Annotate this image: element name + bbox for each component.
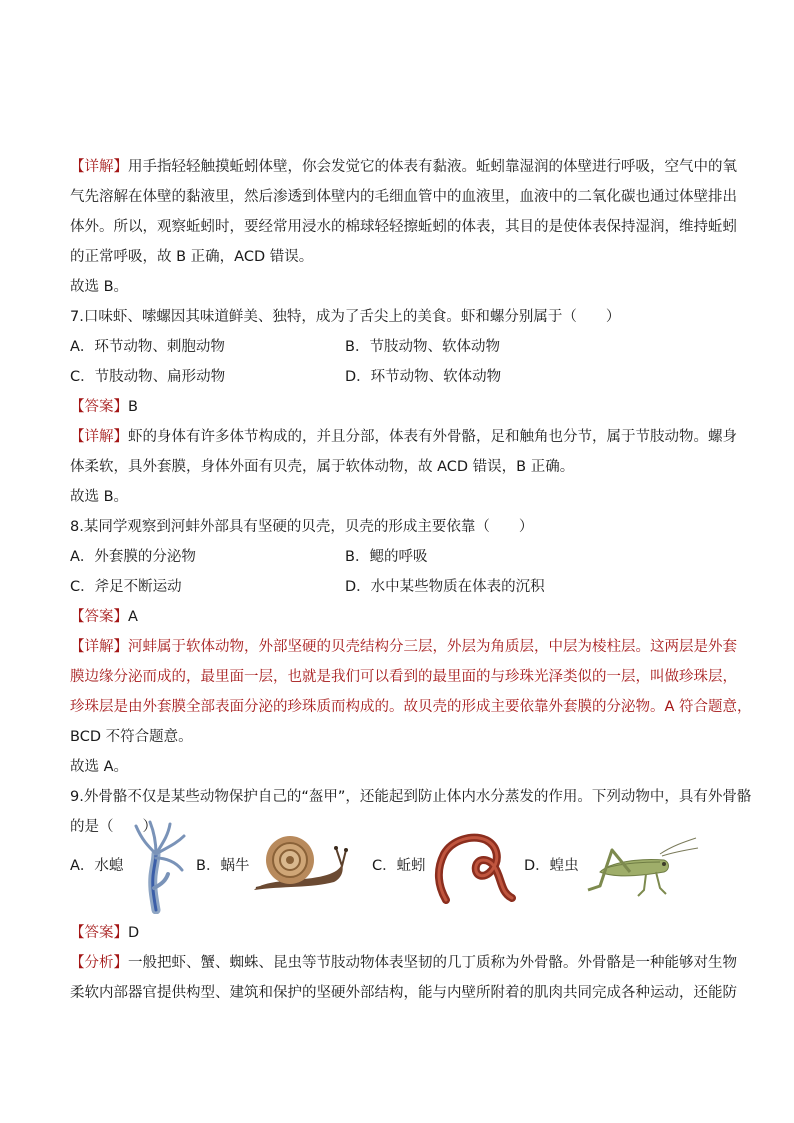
- q8-detail-line-4: BCD 不符合题意。: [70, 729, 193, 745]
- grasshopper-icon: [580, 836, 700, 898]
- hydra-icon: [126, 818, 190, 914]
- q9-option-c: C．蚯蚓: [372, 858, 426, 874]
- q7-detail-line-1: 【详解】虾的身体有许多体节构成的，并且分部，体表有外骨骼，足和触角也分节，属于节肢动物。螺身: [70, 429, 737, 445]
- q9-analysis-line-2: 柔软内部器官提供构型、建筑和保护的坚硬外部结构，能与内壁所附着的肌肉共同完成各种运动，还能防: [70, 985, 737, 1001]
- q9-option-d: D．蝗虫: [524, 858, 579, 874]
- q8-detail-line-3: 珍珠层是由外套膜全部表面分泌的珍珠质而构成的。故贝壳的形成主要依靠外套膜的分泌物。A 符合题意，: [70, 699, 752, 715]
- q7-detail-line-2: 体柔软，具外套膜，身体外面有贝壳，属于软体动物，故 ACD 错误，B 正确。: [70, 459, 575, 475]
- snail-icon: [252, 830, 352, 896]
- q6-conclusion: 故选 B。: [70, 279, 129, 295]
- q9-option-b: B．蜗牛: [196, 858, 250, 874]
- q8-stem: 8.某同学观察到河蚌外部具有坚硬的贝壳，贝壳的形成主要依靠（ ）: [70, 519, 534, 535]
- q7-option-a: A．环节动物、刺胞动物: [70, 339, 225, 355]
- q6-detail-line-3: 体外。所以，观察蚯蚓时，要经常用浸水的棉球轻轻擦蚯蚓的体表，其目的是使体表保持湿润，维持蚯蚓: [70, 219, 737, 235]
- q9-stem-line-1: 9.外骨骼不仅是某些动物保护自己的“盔甲”，还能起到防止体内水分蒸发的作用。下列动物中，具有外骨骼: [70, 789, 752, 805]
- earthworm-icon: [428, 830, 520, 904]
- q7-option-d: D．环节动物、软体动物: [345, 369, 502, 385]
- q8-conclusion: 故选 A。: [70, 759, 129, 775]
- q9-answer: 【答案】D: [70, 925, 140, 941]
- q7-stem: 7.口味虾、嗦螺因其味道鲜美、独特，成为了舌尖上的美食。虾和螺分别属于（ ）: [70, 309, 621, 325]
- q9-stem-line-2: 的是（ ）: [70, 819, 157, 835]
- detail-tag: 【详解】: [70, 159, 128, 175]
- q6-detail-line-1: 【详解】用手指轻轻触摸蚯蚓体壁，你会发觉它的体表有黏液。蚯蚓靠湿润的体壁进行呼吸，空气中的氧: [70, 159, 737, 175]
- q9-option-a: A．水螅: [70, 858, 124, 874]
- q8-answer: 【答案】A: [70, 609, 138, 625]
- q7-answer: 【答案】B: [70, 399, 138, 415]
- q8-option-b: B．鳃的呼吸: [345, 549, 428, 565]
- q7-option-c: C．节肢动物、扁形动物: [70, 369, 226, 385]
- q8-option-d: D．水中某些物质在体表的沉积: [345, 579, 545, 595]
- q8-detail-line-1: 【详解】河蚌属于软体动物，外部坚硬的贝壳结构分三层，外层为角质层，中层为棱柱层。这两层是外套: [70, 639, 737, 655]
- q8-option-c: C．斧足不断运动: [70, 579, 182, 595]
- q6-detail-line-4: 的正常呼吸，故 B 正确，ACD 错误。: [70, 249, 314, 265]
- q6-detail-line-2: 气先溶解在体壁的黏液里，然后渗透到体壁内的毛细血管中的血液里，血液中的二氧化碳也通过体壁排出: [70, 189, 737, 205]
- q8-detail-line-2: 膜边缘分泌而成的，最里面一层，也就是我们可以看到的最里面的与珍珠光泽类似的一层，叫做珍珠层，: [70, 669, 737, 685]
- q7-conclusion: 故选 B。: [70, 489, 129, 505]
- q7-option-b: B．节肢动物、软体动物: [345, 339, 500, 355]
- q8-option-a: A．外套膜的分泌物: [70, 549, 196, 565]
- q9-analysis-line-1: 【分析】一般把虾、蟹、蜘蛛、昆虫等节肢动物体表坚韧的几丁质称为外骨骼。外骨骼是一种能够对生物: [70, 955, 737, 971]
